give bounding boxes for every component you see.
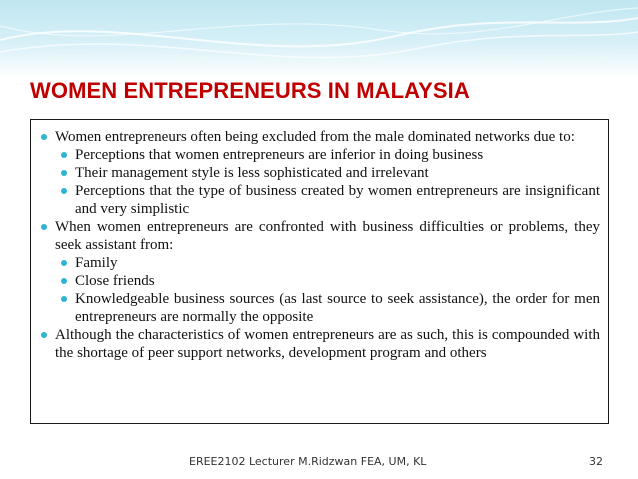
bullet-item — [39, 128, 600, 146]
bullet-icon — [61, 260, 67, 266]
bullet-text: Perceptions that women entrepreneurs are inferior in doing business — [75, 147, 484, 163]
bullet-icon — [61, 152, 67, 158]
bullet-text: Knowledgeable business sources (as last source to seek assistance), the order for men entrepreneurs are normally the opposite — [75, 291, 600, 325]
bullet-item — [39, 218, 600, 254]
bullet-text: Close friends — [75, 273, 155, 289]
bullet-item — [39, 326, 600, 362]
sub-bullet-item — [39, 182, 600, 218]
bullet-icon — [41, 224, 47, 230]
bullet-icon — [61, 278, 67, 284]
slide-title: WOMEN ENTREPRENEURS IN MALAYSIA — [30, 78, 470, 103]
page-number: 32 — [589, 455, 603, 468]
sub-bullet-item — [39, 254, 600, 272]
sub-bullet-item — [39, 272, 600, 290]
bullet-icon — [41, 332, 47, 338]
content-box — [30, 119, 609, 424]
bullet-text: Family — [75, 255, 118, 271]
bullet-icon — [61, 188, 67, 194]
bullet-text: When women entrepreneurs are confronted with business difficulties or problems, they seek assistant from: — [55, 219, 600, 253]
wave-decoration — [0, 0, 638, 78]
header-decoration — [0, 0, 638, 78]
sub-bullet-item — [39, 146, 600, 164]
bullet-icon — [41, 134, 47, 140]
sub-bullet-item — [39, 164, 600, 182]
bullet-text: Although the characteristics of women entrepreneurs are as such, this is compounded with the shortage of peer support networks, development program and others — [55, 327, 600, 361]
bullet-icon — [61, 296, 67, 302]
footer-text: EREE2102 Lecturer M.Ridzwan FEA, UM, KL — [189, 455, 427, 468]
bullet-text: Their management style is less sophisticated and irrelevant — [75, 165, 429, 181]
bullet-icon — [61, 170, 67, 176]
sub-bullet-item — [39, 290, 600, 326]
bullet-text: Perceptions that the type of business created by women entrepreneurs are insignificant and very simplistic — [75, 183, 600, 217]
bullet-text: Women entrepreneurs often being excluded from the male dominated networks due to: — [55, 129, 575, 145]
